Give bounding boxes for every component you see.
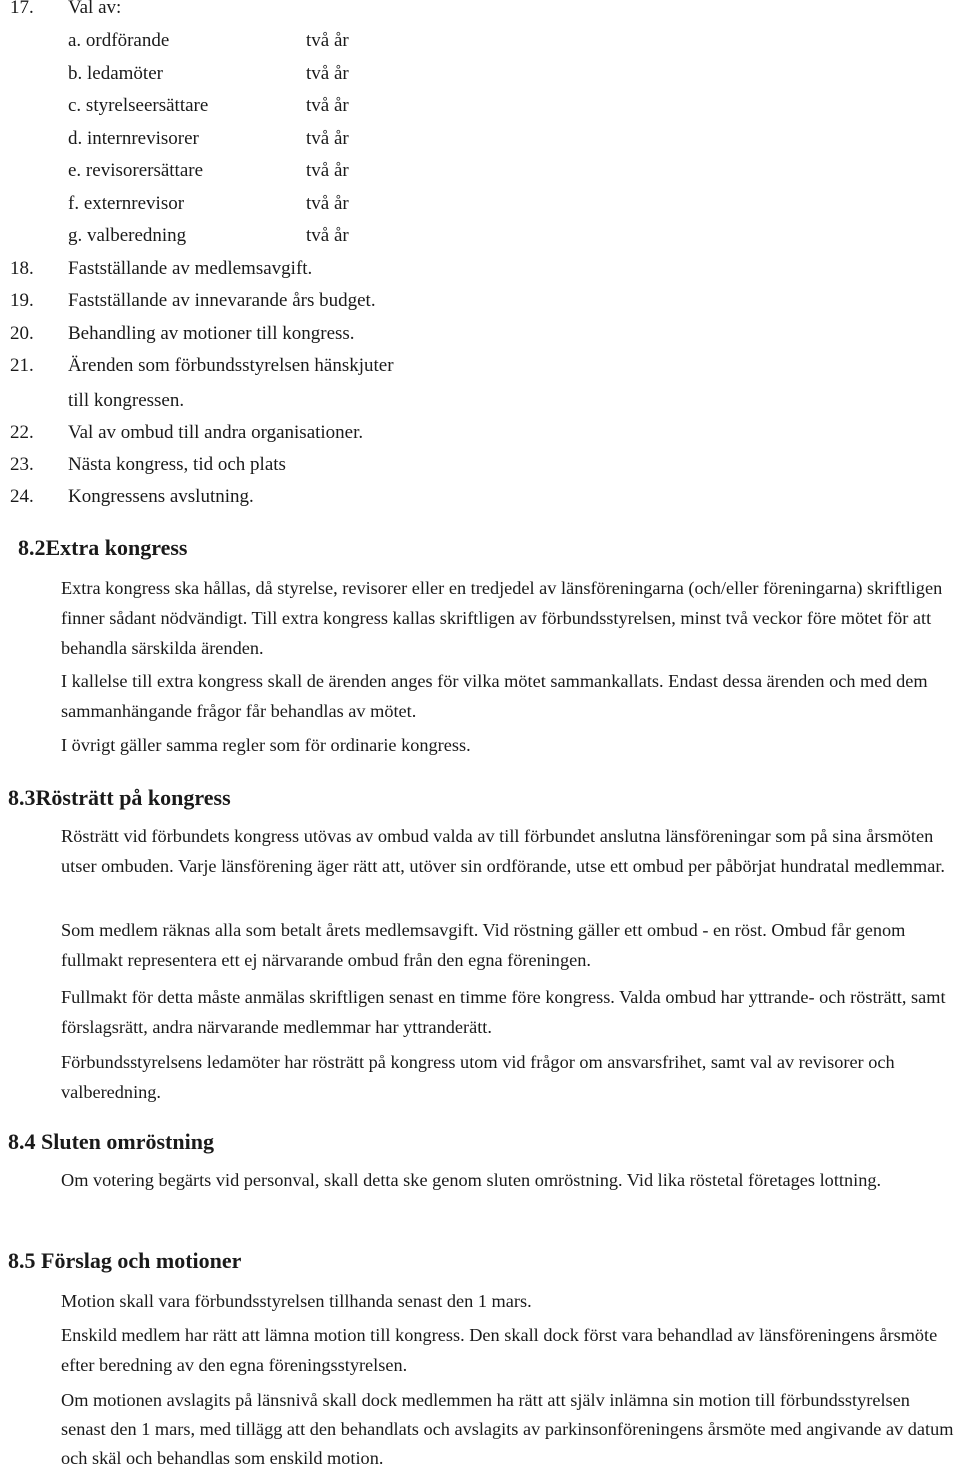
election-term: två år — [306, 193, 349, 214]
section-heading: 8.3Rösträtt på kongress — [8, 785, 231, 810]
agenda-number: 17. — [10, 0, 34, 18]
election-term: två år — [306, 128, 349, 149]
section-paragraph: Extra kongress ska hållas, då styrelse, revisorer eller en tredjedel av länsföreningarna (och/eller föreningarna) skriftligen finner sådant nödvändigt. Till extra kongress kallas skriftligen av förbundsstyrelsen, minst två veckor före mötet för att behandla särskilda ärenden. — [61, 578, 943, 658]
agenda-number: 20. — [10, 323, 34, 344]
agenda-number: 23. — [10, 454, 34, 475]
section-paragraph: Enskild medlem har rätt att lämna motion till kongress. Den skall dock först vara behandlad av länsföreningens årsmöte efter beredning av den egna föreningsstyrelsen. — [61, 1325, 938, 1375]
section-paragraph: Rösträtt vid förbundets kongress utövas av ombud valda av till förbundet anslutna länsföreningar som på sina årsmöten utser ombuden. Varje länsförening äger rätt att, utöver sin ordförande, utse ett ombud per påbörjat hundratal medlemmar. — [61, 826, 945, 876]
agenda-item-text: Kongressens avslutning. — [68, 486, 254, 507]
agenda-number: 19. — [10, 290, 34, 311]
agenda-item-text: Fastställande av innevarande års budget. — [68, 290, 376, 311]
section-paragraph: Som medlem räknas alla som betalt årets medlemsavgift. Vid röstning gäller ett ombud - en röst. Ombud får genom fullmakt representera ett ej närvarande ombud från den egna föreningen. — [61, 920, 906, 970]
agenda-item-text: Ärenden som förbundsstyrelsen hänskjuter — [68, 355, 394, 376]
election-term: två år — [306, 160, 349, 181]
agenda-item-text: Val av ombud till andra organisationer. — [68, 422, 364, 443]
election-label: g. valberedning — [68, 225, 187, 246]
section-heading: 8.5 Förslag och motioner — [8, 1248, 242, 1273]
election-label: a. ordförande — [68, 30, 170, 51]
agenda-item-text: Behandling av motioner till kongress. — [68, 323, 355, 344]
agenda-number: 22. — [10, 422, 34, 443]
section-paragraph: Förbundsstyrelsens ledamöter har rösträtt på kongress utom vid frågor om ansvarsfrihet, samt val av revisorer och valberedning. — [61, 1052, 895, 1102]
agenda-number: 24. — [10, 486, 34, 507]
section-paragraph: Om motionen avslagits på länsnivå skall dock medlemmen ha rätt att själv inlämna sin motion till förbundsstyrelsen senast den 1 mars, med tillägg att den behandlats och avslagits av parkinsonföreningens årsmöte med angivande av datum och skäl och behandlas som enskild motion. — [61, 1390, 954, 1468]
election-label: e. revisorersättare — [68, 160, 204, 181]
section-paragraph: Om votering begärts vid personval, skall detta ske genom sluten omröstning. Vid lika röstetal företages lottning. — [61, 1170, 882, 1190]
section-paragraph: I övrigt gäller samma regler som för ordinarie kongress. — [61, 735, 471, 755]
agenda-number: 18. — [10, 258, 34, 279]
agenda-item-text: Fastställande av medlemsavgift. — [68, 258, 313, 279]
agenda-number: 21. — [10, 355, 34, 376]
agenda-item-continuation: till kongressen. — [68, 390, 185, 411]
election-term: två år — [306, 63, 349, 84]
election-label: b. ledamöter — [68, 63, 163, 84]
election-term: två år — [306, 30, 349, 51]
section-paragraph: Fullmakt för detta måste anmälas skriftligen senast en timme före kongress. Valda ombud har yttrande- och rösträtt, samt förslagsrätt, andra närvarande medlemmar har yttranderätt. — [61, 987, 946, 1037]
election-label: c. styrelseersättare — [68, 95, 209, 116]
agenda-item-text: Val av: — [68, 0, 122, 18]
election-term: två år — [306, 225, 349, 246]
section-paragraph: Motion skall vara förbundsstyrelsen tillhanda senast den 1 mars. — [61, 1291, 532, 1311]
agenda-item-text: Nästa kongress, tid och plats — [68, 454, 286, 475]
election-term: två år — [306, 95, 349, 116]
election-label: d. internrevisorer — [68, 128, 199, 149]
section-heading: 8.2Extra kongress — [18, 535, 188, 560]
election-label: f. externrevisor — [68, 193, 185, 214]
section-paragraph: I kallelse till extra kongress skall de ärenden anges för vilka mötet sammankallats. Endast dessa ärenden och med dem sammanhängande frågor får behandlas av mötet. — [61, 671, 928, 721]
section-heading: 8.4 Sluten omröstning — [8, 1129, 214, 1154]
